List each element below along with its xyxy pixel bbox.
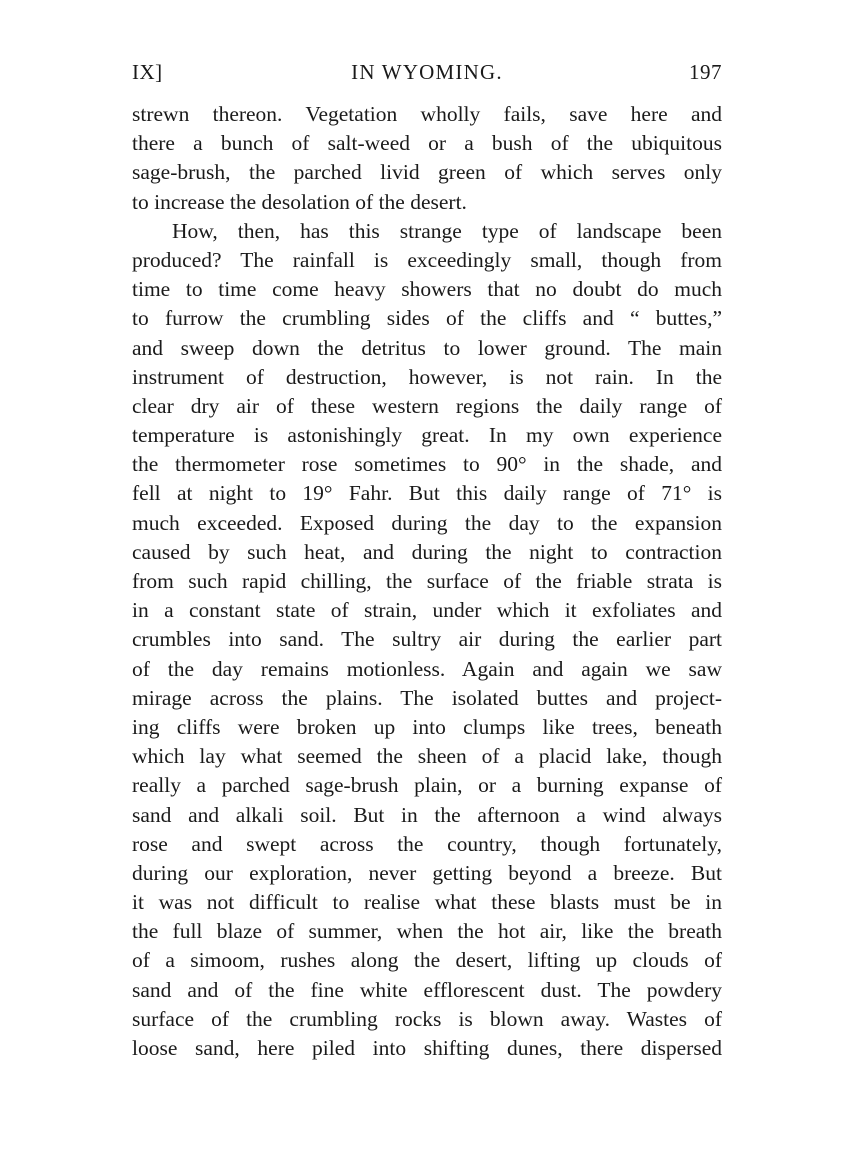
- text-line: crumbles into sand. The sultry air during the earlier part: [132, 627, 722, 652]
- text-line: during our exploration, never getting beyond a breeze. But: [132, 860, 722, 885]
- running-title: IN WYOMING.: [351, 60, 503, 84]
- body-text: [132, 100, 722, 1063]
- text-line: sand and alkali soil. But in the afternoon a wind always: [132, 802, 722, 827]
- text-line: there a bunch of salt-weed or a bush of the ubiquitous: [132, 131, 722, 156]
- text-line: temperature is astonishingly great. In my own experience: [132, 423, 722, 448]
- text-line: strewn thereon. Vegetation wholly fails, save here and: [132, 102, 722, 126]
- text-line: and sweep down the detritus to lower ground. The main: [132, 335, 722, 360]
- text-line: really a parched sage-brush plain, or a burning expanse of: [132, 773, 722, 798]
- text-line: of the day remains motionless. Again and again we saw: [132, 656, 722, 681]
- text-line: it was not difficult to realise what these blasts must be in: [132, 890, 722, 915]
- running-header: [132, 60, 722, 92]
- text-line: to furrow the crumbling sides of the cliffs and “ buttes,”: [132, 306, 722, 331]
- text-line: which lay what seemed the sheen of a placid lake, though: [132, 744, 722, 769]
- text-line: fell at night to 19° Fahr. But this daily range of 71° is: [132, 481, 722, 506]
- text-line: caused by such heat, and during the night to contraction: [132, 539, 722, 564]
- text-line: instrument of destruction, however, is not rain. In the: [132, 364, 722, 389]
- text-line: clear dry air of these western regions the daily range of: [132, 393, 722, 418]
- text-line: sand and of the fine white efflorescent dust. The powdery: [132, 977, 722, 1002]
- text-line: rose and swept across the country, though fortunately,: [132, 831, 722, 856]
- text-line: mirage across the plains. The isolated buttes and project-: [132, 685, 722, 710]
- text-line: surface of the crumbling rocks is blown away. Wastes of: [132, 1006, 722, 1031]
- page-number: 197: [689, 60, 722, 84]
- text-line: time to time come heavy showers that no doubt do much: [132, 277, 722, 302]
- text-line: the thermometer rose sometimes to 90° in the shade, and: [132, 452, 722, 477]
- text-line: of a simoom, rushes along the desert, lifting up clouds of: [132, 948, 722, 973]
- text-line: ing cliffs were broken up into clumps like trees, beneath: [132, 714, 722, 739]
- text-line: loose sand, here piled into shifting dunes, there dispersed: [132, 1036, 722, 1060]
- text-line: from such rapid chilling, the surface of the friable strata is: [132, 569, 722, 593]
- text-line: in a constant state of strain, under which it exfoliates and: [132, 598, 722, 623]
- text-line: produced? The rainfall is exceedingly small, though from: [132, 247, 722, 272]
- text-line: much exceeded. Exposed during the day to the expansion: [132, 510, 722, 535]
- book-page: [132, 60, 722, 1063]
- text-line: How, then, has this strange type of landscape been: [172, 218, 722, 243]
- text-line: to increase the desolation of the desert.: [132, 189, 467, 214]
- text-line: the full blaze of summer, when the hot air, like the breath: [132, 919, 722, 944]
- chapter-number: IX]: [132, 60, 163, 84]
- text-line: sage-brush, the parched livid green of which serves only: [132, 160, 722, 185]
